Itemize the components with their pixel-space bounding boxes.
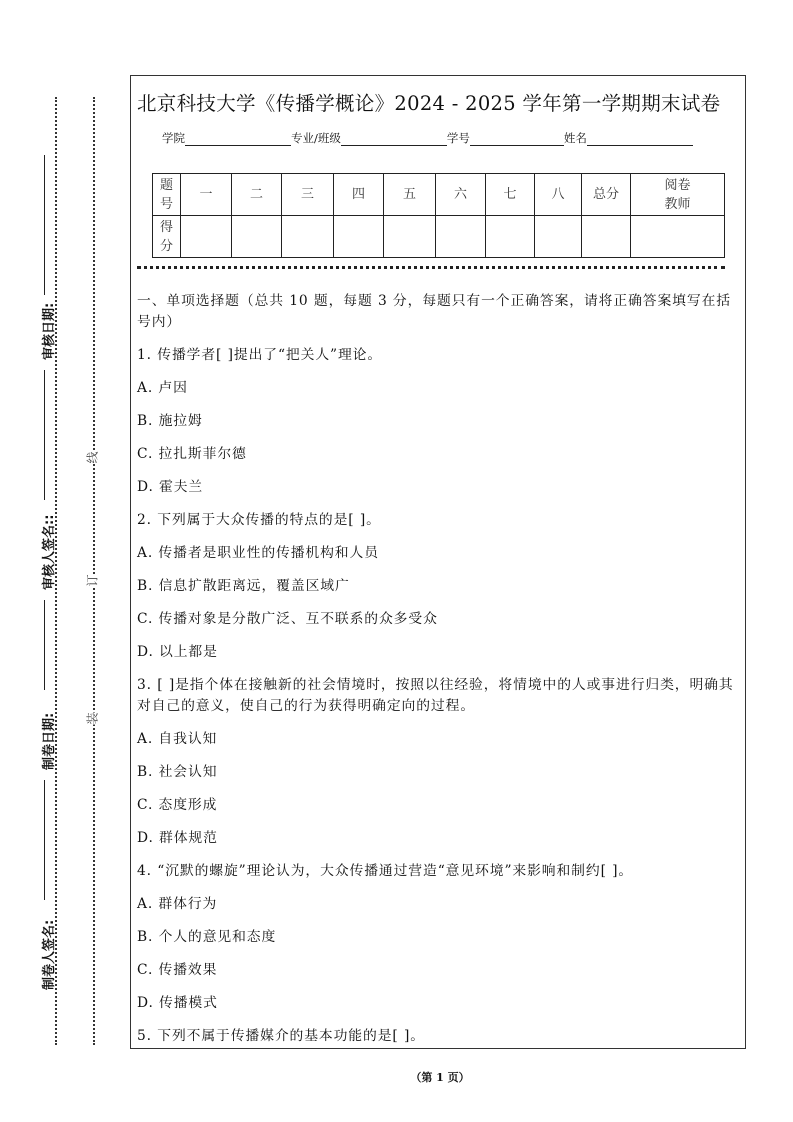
row-head: 得 分 (153, 216, 181, 258)
col-head: 七 (486, 174, 535, 216)
col-head: 六 (436, 174, 486, 216)
section-heading: 一、单项选择题（总共 10 题，每题 3 分，每题只有一个正确答案，请将正确答案填写在括号内） (137, 293, 731, 330)
score-cell[interactable] (582, 216, 631, 258)
score-cell[interactable] (384, 216, 436, 258)
major-label: 专业/班级 (291, 131, 341, 145)
answer-option[interactable]: C. 拉扎斯菲尔德 (137, 446, 247, 462)
signature-line (44, 155, 45, 295)
col-head: 四 (334, 174, 384, 216)
exam-title: 北京科技大学《传播学概论》2024 - 2025 学年第一学期期末试卷 (137, 92, 721, 115)
score-cell[interactable] (334, 216, 384, 258)
score-table (152, 173, 725, 258)
binding-char-ding: 订 (82, 574, 103, 586)
signature-line (44, 780, 45, 900)
name-label: 姓名 (563, 131, 587, 145)
major-field[interactable] (341, 131, 447, 146)
question-section (137, 291, 739, 1059)
answer-option[interactable]: A. 自我认知 (137, 731, 218, 747)
score-cell[interactable] (631, 216, 725, 258)
name-field[interactable] (587, 131, 693, 146)
score-cell[interactable] (486, 216, 535, 258)
answer-option[interactable]: D. 霍夫兰 (137, 479, 204, 495)
col-head: 一 (181, 174, 232, 216)
answer-option[interactable]: B. 个人的意见和态度 (137, 929, 277, 945)
answer-option[interactable]: A. 传播者是职业性的传播机构和人员 (137, 545, 379, 561)
answer-option[interactable]: A. 群体行为 (137, 896, 218, 912)
score-cell[interactable] (232, 216, 282, 258)
row-head: 题 号 (153, 174, 181, 216)
seal-dotted-line-inner (93, 97, 95, 1045)
col-head: 阅卷 教师 (631, 174, 725, 216)
answer-option[interactable]: D. 群体规范 (137, 830, 218, 846)
answer-option[interactable]: D. 以上都是 (137, 644, 218, 660)
page-number: （第 1 页） (410, 1071, 470, 1084)
col-head: 八 (535, 174, 582, 216)
question-stem: 2. 下列属于大众传播的特点的是[ ]。 (137, 512, 381, 528)
answer-option[interactable]: C. 态度形成 (137, 797, 218, 813)
answer-option[interactable]: B. 信息扩散距离远，覆盖区域广 (137, 578, 350, 594)
college-field[interactable] (185, 131, 291, 146)
answer-option[interactable]: D. 传播模式 (137, 995, 218, 1011)
student-id-label: 学号 (446, 131, 470, 145)
question-stem: 1. 传播学者[ ]提出了“把关人”理论。 (137, 347, 383, 363)
answer-option[interactable]: B. 施拉姆 (137, 413, 203, 429)
answer-option[interactable]: A. 卢因 (137, 380, 188, 396)
question-stem: 4. “沉默的螺旋”理论认为，大众传播通过营造“意见环境”来影响和制约[ ]。 (137, 863, 634, 879)
reviewer-signature-label: 审核人签名:: (42, 514, 57, 590)
signature-line (44, 370, 45, 500)
binding-char-zhuang: 装 (82, 712, 103, 724)
score-cell[interactable] (181, 216, 232, 258)
question-number-row (153, 174, 725, 216)
score-cell[interactable] (436, 216, 486, 258)
col-head: 二 (232, 174, 282, 216)
score-cell[interactable] (535, 216, 582, 258)
college-label: 学院 (162, 131, 185, 145)
student-info-row (162, 130, 693, 146)
answer-option[interactable]: C. 传播对象是分散广泛、互不联系的众多受众 (137, 611, 438, 627)
col-head: 五 (384, 174, 436, 216)
score-cell[interactable] (282, 216, 334, 258)
signature-line (44, 600, 45, 690)
student-id-field[interactable] (470, 131, 564, 146)
col-head: 三 (282, 174, 334, 216)
answer-option[interactable]: C. 传播效果 (137, 962, 218, 978)
review-date-label: 审核日期: (42, 302, 57, 360)
question-stem: 3. [ ]是指个体在接触新的社会情境时，按照以往经验，将情境中的人或事进行归类，明确其对自己的意义，使自己的行为获得明确定向的过程。 (137, 677, 734, 714)
question-stem: 5. 下列不属于传播媒介的基本功能的是[ ]。 (137, 1028, 425, 1044)
exam-date-label: 制卷日期: (42, 712, 57, 770)
exam-maker-signature-label: 制卷人签名: (42, 919, 57, 990)
answer-option[interactable]: B. 社会认知 (137, 764, 218, 780)
score-row (153, 216, 725, 258)
col-head: 总分 (582, 174, 631, 216)
dotted-separator (137, 266, 725, 269)
binding-char-xian: 线 (82, 451, 103, 463)
